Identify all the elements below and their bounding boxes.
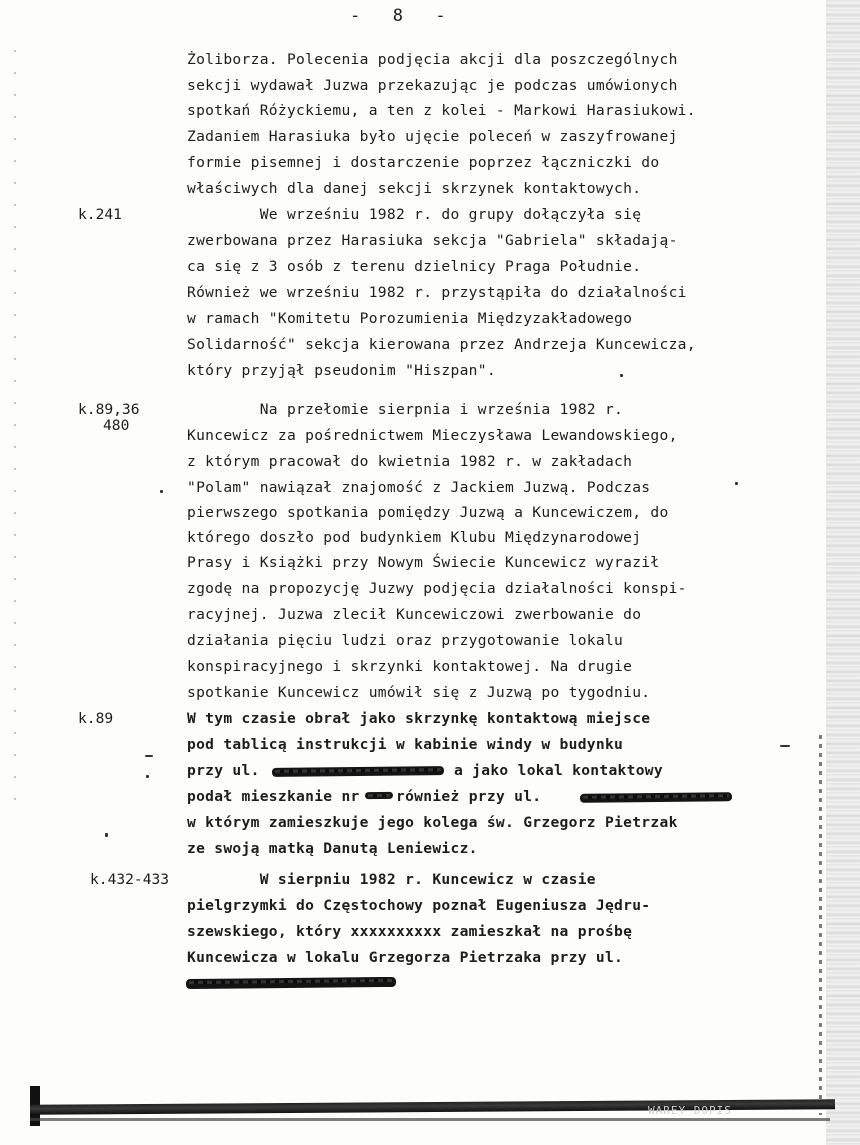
- ink-speck: [145, 755, 153, 757]
- text-line: a jako lokal kontaktowy: [454, 762, 663, 779]
- text-line: racyjnej. Juzwa zlecił Kuncewiczowi zwerbowanie do: [187, 606, 642, 623]
- redaction-mark: [186, 977, 396, 989]
- ink-speck: [735, 482, 738, 485]
- text-line: którego doszło pod budynkiem Klubu Międzynarodowej: [187, 529, 642, 546]
- text-line: z którym pracował do kwietnia 1982 r. w zakładach: [187, 453, 633, 470]
- ink-speck: [620, 374, 623, 377]
- text-line: konspiracyjnego i skrzynki kontaktowej. Na drugie: [187, 658, 633, 675]
- margin-reference: k.432-433: [90, 871, 170, 888]
- text-line: Solidarność" sekcja kierowana przez Andrzeja Kuncewicza,: [187, 336, 696, 353]
- text-line: ca się z 3 osób z terenu dzielnicy Praga Południe.: [187, 258, 642, 275]
- ink-speck: [160, 490, 163, 493]
- text-line: szewskiego, który xxxxxxxxxx zamieszkał na prośbę: [187, 923, 633, 940]
- page-number: - 8 -: [350, 6, 450, 26]
- text-line: spotkanie Kuncewicz umówił się z Juzwą po tygodniu.: [187, 684, 651, 701]
- text-line: pod tablicą instrukcji w kabinie windy w budynku: [187, 736, 624, 753]
- margin-reference: k.89: [78, 710, 114, 727]
- text-line: formie pisemnej i dostarczenie poprzez łączniczki do: [187, 154, 660, 171]
- ink-speck: [105, 833, 108, 837]
- text-line: Również we wrześniu 1982 r. przystąpiła do działalności: [187, 284, 687, 301]
- text-line: działania pięciu ludzi oraz przygotowanie lokalu: [187, 632, 624, 649]
- redaction-mark: [365, 792, 393, 799]
- text-line: spotkań Różyckiemu, a ten z kolei - Markowi Harasiukowi.: [187, 102, 696, 119]
- photocopy-artifact-left: [14, 50, 16, 810]
- ink-speck: [780, 745, 790, 747]
- photocopy-artifact-line: [819, 735, 822, 1115]
- text-line: Kuncewicza w lokalu Grzegorza Pietrzaka przy ul.: [187, 949, 624, 966]
- text-line: przy ul.: [187, 762, 260, 779]
- photocopy-footer-line: [30, 1118, 830, 1121]
- text-line: w którym zamieszkuje jego kolega św. Grzegorz Pietrzak: [187, 814, 678, 831]
- margin-reference: k.89,36: [78, 401, 140, 418]
- text-line: W tym czasie obrał jako skrzynkę kontaktową miejsce: [187, 710, 651, 727]
- text-line: Na przełomie sierpnia i września 1982 r.: [187, 401, 624, 418]
- text-line: pielgrzymki do Częstochowy poznał Eugeniusza Jędru-: [187, 897, 651, 914]
- text-line: Kuncewicz za pośrednictwem Mieczysława Lewandowskiego,: [187, 427, 678, 444]
- margin-reference: 480: [103, 417, 130, 434]
- ink-speck: [146, 775, 149, 778]
- text-line: sekcji wydawał Juzwa przekazując je podczas umówionych: [187, 77, 678, 94]
- text-line: "Polam" nawiązał znajomość z Jackiem Juzwą. Podczas: [187, 479, 651, 496]
- text-line: Żoliborza. Polecenia podjęcia akcji dla poszczególnych: [187, 51, 678, 68]
- text-line: Prasy i Książki przy Nowym Świecie Kuncewicz wyraził: [187, 554, 660, 571]
- text-line: Zadaniem Harasiuka było ujęcie poleceń w zaszyfrowanej: [187, 128, 678, 145]
- text-line: właściwych dla danej sekcji skrzynek kontaktowych.: [187, 180, 642, 197]
- margin-reference: k.241: [78, 206, 122, 223]
- redaction-mark: [272, 766, 444, 777]
- redaction-mark: [580, 792, 732, 803]
- text-line: zwerbowana przez Harasiuka sekcja "Gabriela" składają-: [187, 232, 678, 249]
- text-line: zgodę na propozycję Juzwy podjęcia działalności konspi-: [187, 580, 687, 597]
- text-line: podał mieszkanie nr: [187, 788, 360, 805]
- text-line: również przy ul.: [396, 788, 542, 805]
- text-line: w ramach "Komitetu Porozumienia Międzyzakładowego: [187, 310, 633, 327]
- text-line: ze swoją matką Danutą Leniewicz.: [187, 840, 478, 857]
- text-line: który przyjął pseudonim "Hiszpan".: [187, 362, 496, 379]
- footer-text: WAREY DOPIS: [648, 1104, 732, 1117]
- photocopy-edge-right: [826, 0, 860, 1145]
- text-line: We wrześniu 1982 r. do grupy dołączyła się: [187, 206, 642, 223]
- text-line: W sierpniu 1982 r. Kuncewicz w czasie: [187, 871, 596, 888]
- text-line: pierwszego spotkania pomiędzy Juzwą a Kuncewiczem, do: [187, 504, 669, 521]
